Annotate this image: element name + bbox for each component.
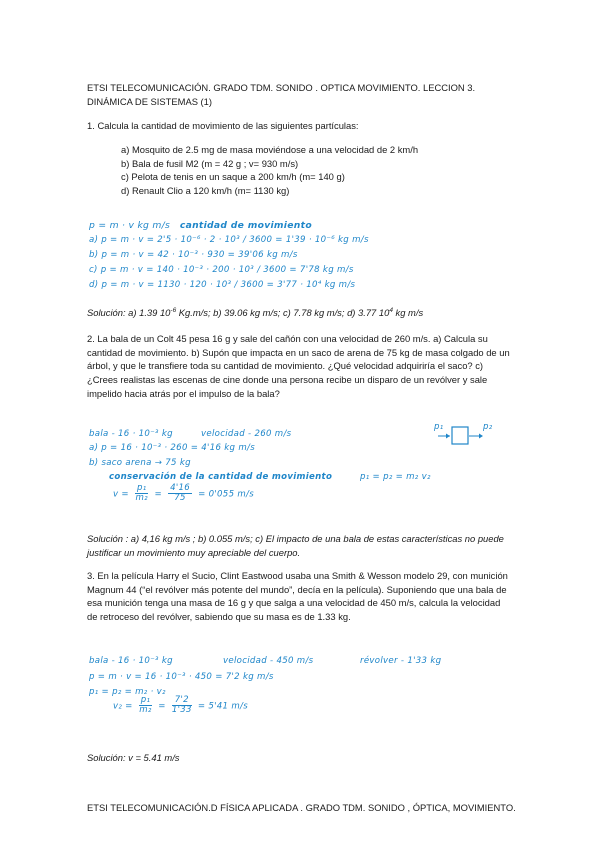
q1-hw-formula: p = m · v kg m/s	[89, 220, 171, 231]
q2-hw-p2-label: p₂	[483, 422, 493, 432]
q3-hw-revolver: révolver - 1'33 kg	[360, 656, 442, 666]
q1-item-d: d) Renault Clio a 120 km/h (m= 1130 kg)	[121, 184, 290, 196]
q1-hw-d: d) p = m · v = 1130 · 120 · 10³ / 3600 = 3'77 · 10⁴ kg m/s	[89, 280, 356, 290]
q3-hw-frac2-top: 7'2	[172, 696, 192, 706]
q2-solution: Solución : a) 4,16 kg m/s ; b) 0.055 m/s; c) El impacto de una bala de estas características no puede justificar un movimiento muy apreciable del cuerpo.	[87, 533, 504, 558]
q1-hw-title	[89, 219, 312, 232]
q2-hw-p1-label: p₁	[434, 422, 444, 432]
q2-hw-frac1	[135, 484, 149, 504]
q1-number: 1.	[87, 120, 95, 131]
q1-hw-b: b) p = m · v = 42 · 10⁻³ · 930 = 39'06 kg m/s	[89, 250, 298, 260]
q2-hw-a: a) p = 16 · 10⁻³ · 260 = 4'16 kg m/s	[89, 443, 255, 453]
q3-hw-bala: bala - 16 · 10⁻³ kg	[89, 656, 173, 666]
q1-item-list	[121, 143, 501, 198]
q2-hw-frac2	[168, 484, 192, 504]
q1-prompt-text: Calcula la cantidad de movimiento de las siguientes partículas:	[97, 120, 359, 131]
q2-text: 2. La bala de un Colt 45 pesa 16 g y sale del cañón con una velocidad de 260 m/s. a) Calcula su cantidad de movimiento. b) Supón que impacta en un saco de arena de 75 kg de masa colgado de un árbol, y que le transfiere toda su cantidad de movimiento. ¿Qué velocidad adquiriría el saco? c) ¿Crees realistas las escenas de cine donde una persona recibe un disparo de un revólver y sale impelido hacia atrás por el impulso de la bala?	[87, 333, 510, 399]
q3-hw-velocidad: velocidad - 450 m/s	[223, 656, 314, 666]
q2-hw-v-label: v	[113, 489, 119, 500]
q2-hw-frac2-top: 4'16	[170, 483, 191, 493]
q3-hw-v2-label: v₂ =	[113, 701, 133, 712]
q2-hw-conservacion	[109, 471, 332, 483]
q2-hw-frac2-bottom: 75	[174, 493, 186, 504]
q2-hw-frac1-bottom: m₂	[135, 493, 148, 504]
q2-hw-frac1-top: p₁	[136, 483, 147, 493]
q1-item-b: b) Bala de fusil M2 (m = 42 g ; v= 930 m/s)	[121, 157, 299, 169]
q2-hw-b: b) saco arena → 75 kg	[89, 458, 191, 468]
q3-hw-p: p = m · v = 16 · 10⁻³ · 450 = 7'2 kg m/s	[89, 672, 274, 682]
q1-item-a: a) Mosquito de 2.5 mg de masa moviéndose a una velocidad de 2 km/h	[121, 144, 419, 155]
q2-hw-equality: p₁ = p₂ = m₂ v₂	[360, 472, 431, 482]
q1-solution	[87, 306, 547, 320]
q1-solution-exp1: -6	[170, 307, 177, 314]
q2-hw-velocidad: velocidad - 260 m/s	[201, 429, 292, 439]
document-header: ETSI TELECOMUNICACIÓN. GRADO TDM. SONIDO . OPTICA MOVIMIENTO. LECCION 3. DINÁMICA DE SISTEMAS (1)	[87, 82, 476, 107]
q3-hw-equality: p₁ = p₂ = m₂ · v₂	[89, 687, 166, 697]
q3-hw-velocity-eq: v₂ = $\frac{\text{p₁}}{\text{m₂}}$ = $\frac{7'2}{1'33}$ = 5'41 m/s	[113, 695, 249, 716]
q2-hw-velocity-eq: v = $\frac{\text{p₁}}{\text{m₂}}$ = $\frac{4'16}{75}$ = 0'055 m/s	[113, 483, 255, 504]
q3-hw-frac1-bottom: m₂	[139, 705, 152, 716]
bullet-arrow-head	[446, 434, 450, 439]
q3-solution: Solución: v = 5.41 m/s	[87, 752, 180, 763]
q1-hw-title-label: cantidad de movimiento	[179, 220, 312, 231]
q2-hw-v-result: = 0'055 m/s	[198, 489, 255, 500]
q1-solution-mid: Kg.m/s; b) 39.06 kg m/s; c) 7.78 kg m/s; d) 3.77 10	[176, 307, 390, 319]
q3-hw-frac2	[172, 696, 192, 716]
q1-hw-c: c) p = m · v = 140 · 10⁻³ · 200 · 10³ / 3600 = 7'78 kg m/s	[89, 265, 354, 275]
q3-text: 3. En la película Harry el Sucio, Clint Eastwood usaba una Smith & Wesson modelo 29, con munición Magnum 44 (“el revólver más potente del mundo”, decía en la película). Suponiendo que una bala de esa munición tenga una masa de 16 g y que salga a una velocidad de 450 m/s, calcula la velocidad de retroceso del revólver, sabiendo que su masa es de 1.33 kg.	[87, 570, 508, 622]
q2-hw-bala: bala - 16 · 10⁻³ kg	[89, 429, 173, 439]
q1-hw-a: a) p = m · v = 2'5 · 10⁻⁶ · 2 · 10³ / 3600 = 1'39 · 10⁻⁶ kg m/s	[89, 235, 369, 245]
q3-hw-v-result: = 5'41 m/s	[197, 701, 249, 712]
sandbag-arrow-head	[479, 434, 483, 439]
q2-collision-diagram	[436, 426, 496, 446]
q1-item-c: c) Pelota de tenis en un saque a 200 km/h (m= 140 g)	[121, 171, 345, 183]
q1-prompt	[87, 119, 527, 133]
q2-hw-conservacion-text: conservación de la cantidad de movimiento	[109, 472, 333, 482]
document-footer: ETSI TELECOMUNICACIÓN.D FÍSICA APLICADA . GRADO TDM. SONIDO , ÓPTICA, MOVIMIENTO.	[87, 802, 516, 813]
q3-hw-frac1-top: p₁	[140, 695, 151, 705]
q1-solution-prefix: Solución: a) 1.39 10	[87, 307, 171, 319]
q1-solution-exp2: 4	[389, 307, 393, 314]
q1-solution-suffix: kg m/s	[392, 307, 424, 319]
q3-hw-frac2-bottom: 1'33	[171, 705, 192, 716]
sandbag-box	[452, 427, 468, 444]
q3-hw-frac1	[139, 696, 153, 716]
